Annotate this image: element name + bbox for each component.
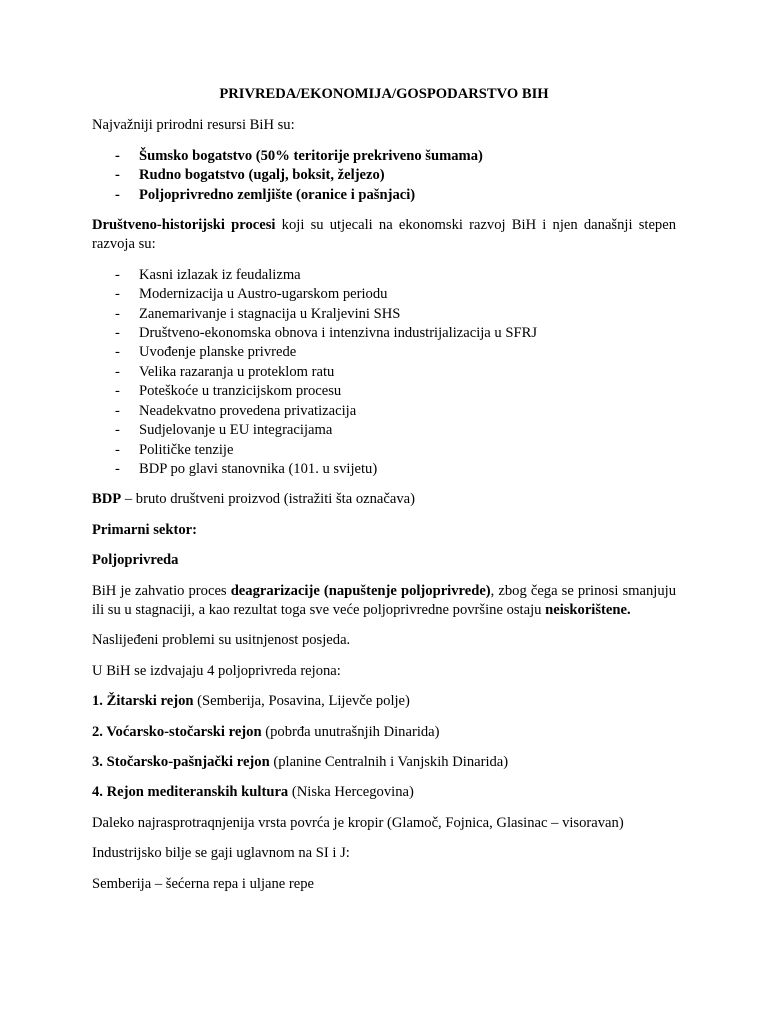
list-item-text: Društveno-ekonomska obnova i intenzivna industrijalizacija u SFRJ <box>139 325 538 342</box>
list-item-text: BDP po glavi stanovnika (101. u svijetu) <box>139 460 378 477</box>
list-item-text: Šumsko bogatstvo (50% teritorije prekriveno šumama) <box>139 147 483 164</box>
list-item <box>92 343 676 362</box>
inherited-problems: Naslijeđeni problemi su usitnjenost posjeda. <box>92 632 351 649</box>
potato-paragraph: Daleko najrasprotraqnjenija vrsta povrća je kropir (Glamoč, Fojnica, Glasinac – visoravan) <box>92 814 624 831</box>
list-item <box>92 441 676 460</box>
document-body <box>92 85 676 905</box>
bullet-dash: - <box>115 305 120 322</box>
list-item-text: Uvođenje planske privrede <box>139 344 297 361</box>
bullet-dash: - <box>115 441 120 458</box>
list-item <box>92 305 676 324</box>
list-item <box>92 421 676 440</box>
region-item <box>92 753 676 772</box>
list-item <box>92 186 676 205</box>
bullet-dash: - <box>115 363 120 380</box>
industrial-plants-paragraph: Industrijsko bilje se gaji uglavnom na SI i J: <box>92 845 350 862</box>
list-item-text: Političke tenzije <box>139 441 234 458</box>
processes-intro <box>92 216 676 255</box>
bullet-dash: - <box>115 266 120 283</box>
region-name: 2. Voćarsko-stočarski rejon <box>92 723 262 740</box>
bullet-dash: - <box>115 325 120 342</box>
bullet-dash: - <box>115 186 120 203</box>
list-item <box>92 285 676 304</box>
bdp-text: – bruto društveni proizvod (istražiti šta označava) <box>121 491 415 508</box>
bdp-term: BDP <box>92 491 122 508</box>
list-item-text: Neadekvatno provedena privatizacija <box>139 402 357 419</box>
list-item <box>92 363 676 382</box>
list-item <box>92 147 676 166</box>
bullet-dash: - <box>115 460 120 477</box>
bullet-dash: - <box>115 147 120 164</box>
region-desc: (pobrđa unutrašnjih Dinarida) <box>261 723 440 740</box>
processes-list <box>92 266 676 479</box>
region-item <box>92 783 676 802</box>
document-title: PRIVREDA/EKONOMIJA/GOSPODARSTVO BIH <box>219 86 549 102</box>
list-item-text: Rudno bogatstvo (ugalj, boksit, željezo) <box>139 167 385 184</box>
list-item <box>92 402 676 421</box>
list-item-text: Poljoprivredno zemljište (oranice i pašnjaci) <box>139 186 416 203</box>
deagr-term: deagrarizacije (napuštenje poljoprivrede) <box>230 582 491 599</box>
resources-list <box>92 147 676 205</box>
bullet-dash: - <box>115 167 120 184</box>
region-desc: (planine Centralnih i Vanjskih Dinarida) <box>269 753 509 770</box>
list-item <box>92 266 676 285</box>
list-item-text: Poteškoće u tranzicijskom procesu <box>139 383 342 400</box>
bullet-dash: - <box>115 402 120 419</box>
list-item-text: Zanemarivanje i stagnacija u Kraljevini SHS <box>139 305 401 322</box>
deagr-unused: neiskorištene. <box>545 601 631 618</box>
processes-intro-text: koji su utjecali na ekonomski razvoj BiH i njen današnji stepen razvoja su: <box>92 217 676 253</box>
deagr-text-1: BiH je zahvatio proces <box>92 582 231 599</box>
resources-intro: Najvažniji prirodni resursi BiH su: <box>92 117 295 134</box>
bullet-dash: - <box>115 286 120 303</box>
region-name: 1. Žitarski rejon <box>92 693 194 710</box>
list-item-text: Modernizacija u Austro-ugarskom periodu <box>139 286 388 303</box>
region-desc: (Semberija, Posavina, Lijevče polje) <box>193 693 410 710</box>
list-item <box>92 460 676 479</box>
list-item-text: Kasni izlazak iz feudalizma <box>139 266 301 283</box>
region-item <box>92 692 676 711</box>
region-item <box>92 723 676 742</box>
primary-sector-heading: Primarni sektor: <box>92 521 197 538</box>
bullet-dash: - <box>115 344 120 361</box>
regions-intro: U BiH se izdvajaju 4 poljoprivreda rejona: <box>92 662 341 679</box>
list-item <box>92 324 676 343</box>
deagr-text-2: , zbog čega se prinosi smanjuju ili su u stagnaciji, a kao rezultat toga sve veće poljoprivredne površine ostaju <box>92 582 676 618</box>
processes-term: Društveno-historijski procesi <box>92 217 276 234</box>
bullet-dash: - <box>115 422 120 439</box>
agriculture-heading: Poljoprivreda <box>92 552 179 569</box>
region-name: 3. Stočarsko-pašnjački rejon <box>92 753 270 770</box>
list-item-text: Velika razaranja u proteklom ratu <box>139 363 335 380</box>
bullet-dash: - <box>115 383 120 400</box>
deagrarization-paragraph <box>92 582 676 621</box>
region-desc: (Niska Hercegovina) <box>288 784 414 801</box>
list-item-text: Sudjelovanje u EU integracijama <box>139 422 333 439</box>
region-name: 4. Rejon mediteranskih kultura <box>92 784 289 801</box>
list-item <box>92 166 676 185</box>
semberija-paragraph: Semberija – šećerna repa i uljane repe <box>92 875 315 892</box>
bdp-definition <box>92 490 676 509</box>
list-item <box>92 382 676 401</box>
